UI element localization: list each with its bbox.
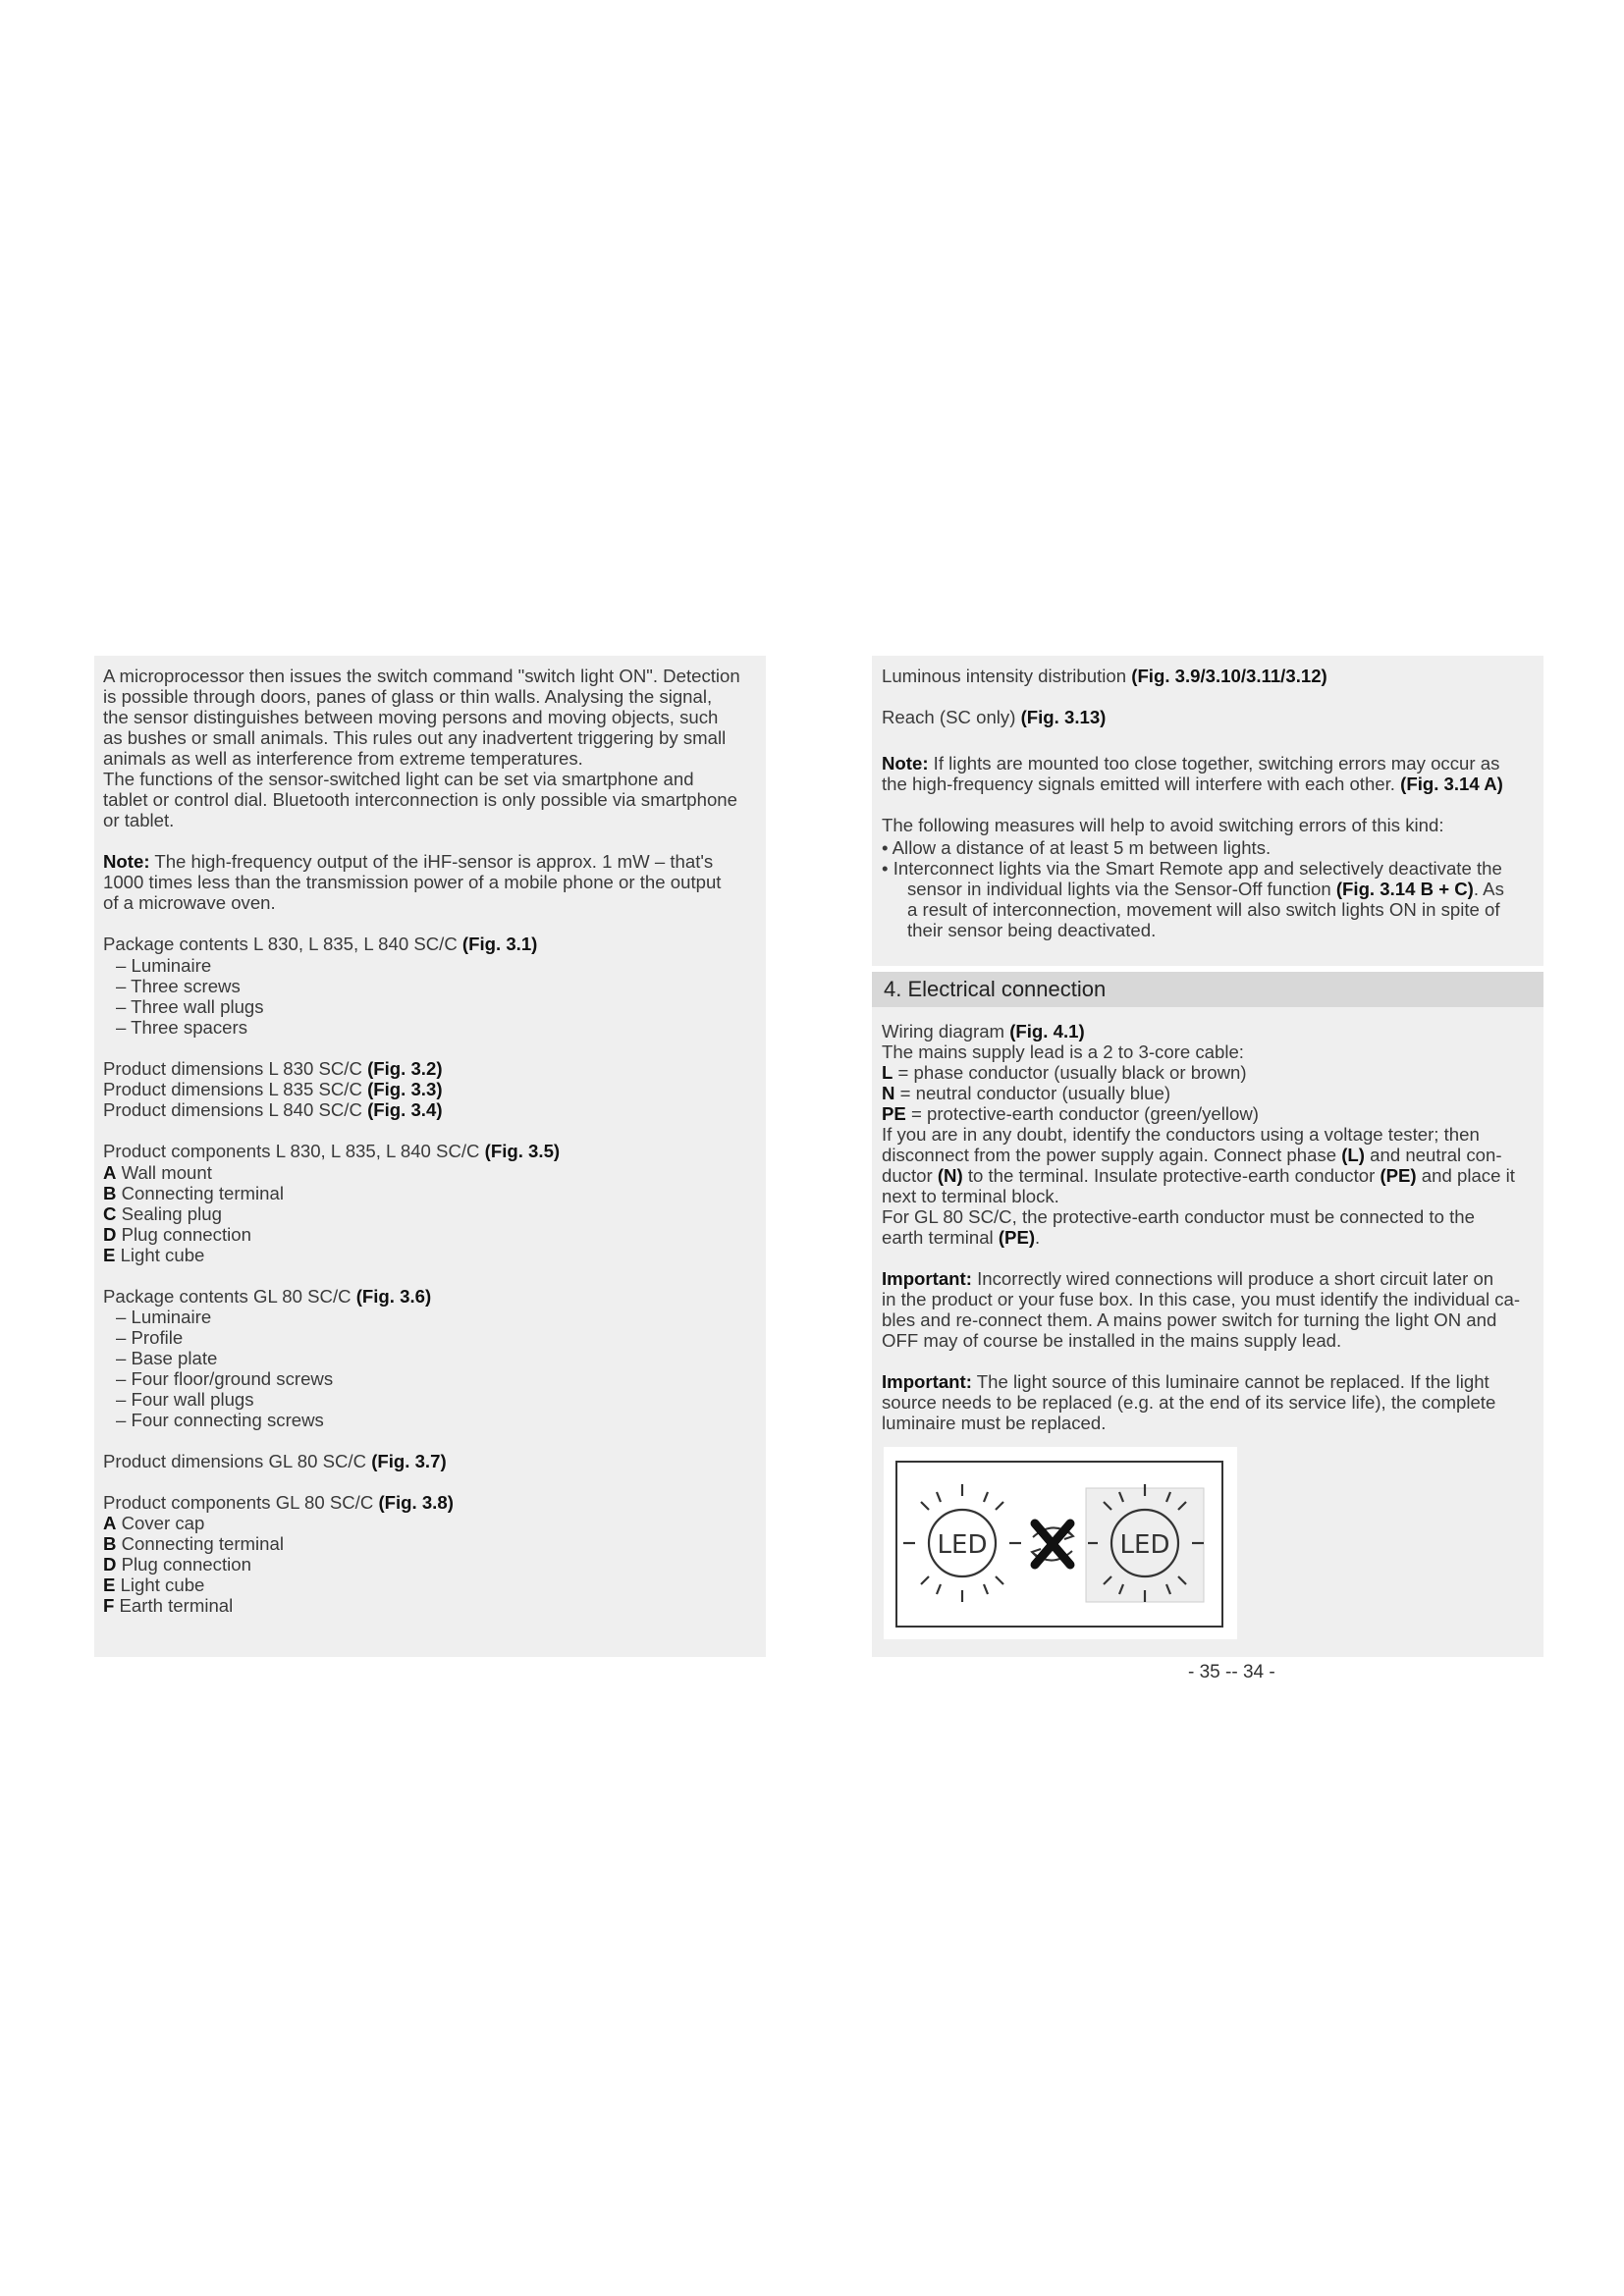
product-dimensions-line: Product dimensions GL 80 SC/C (Fig. 3.7) bbox=[103, 1451, 447, 1471]
wiring-diagram-line: Wiring diagram (Fig. 4.1) bbox=[882, 1021, 1085, 1041]
intro-line: tablet or control dial. Bluetooth interconnection is only possible via smartphone bbox=[103, 789, 737, 810]
conductor-item: PE = protective-earth conductor (green/yellow) bbox=[882, 1103, 1259, 1124]
intro-line: animals as well as interference from extreme temperatures. bbox=[103, 748, 583, 769]
conductor-item: N = neutral conductor (usually blue) bbox=[882, 1083, 1171, 1103]
mains-supply-line: The mains supply lead is a 2 to 3-core cable: bbox=[882, 1041, 1244, 1062]
bullet-continuation: their sensor being deactivated. bbox=[907, 920, 1157, 940]
conductor-item: L = phase conductor (usually black or brown) bbox=[882, 1062, 1247, 1083]
important-line: luminaire must be replaced. bbox=[882, 1413, 1107, 1433]
led-figure-svg bbox=[897, 1463, 1221, 1626]
list-item: – Three wall plugs bbox=[116, 996, 264, 1017]
section-heading: 4. Electrical connection bbox=[884, 977, 1107, 1001]
reach-line: Reach (SC only) (Fig. 3.13) bbox=[882, 707, 1107, 727]
component-item: D Plug connection bbox=[103, 1554, 251, 1575]
list-item: – Three spacers bbox=[116, 1017, 248, 1038]
list-item: – Four floor/ground screws bbox=[116, 1368, 334, 1389]
product-dimensions-line: Product dimensions L 830 SC/C (Fig. 3.2) bbox=[103, 1058, 443, 1079]
important-paragraph: Important: The light source of this luminaire cannot be replaced. If the light bbox=[882, 1371, 1489, 1392]
list-item: – Four wall plugs bbox=[116, 1389, 254, 1410]
component-item: F Earth terminal bbox=[103, 1595, 234, 1616]
note-paragraph bbox=[103, 851, 713, 872]
list-item: – Four connecting screws bbox=[116, 1410, 324, 1430]
product-components-heading: Product components GL 80 SC/C (Fig. 3.8) bbox=[103, 1492, 454, 1513]
note-label: Note: bbox=[103, 851, 150, 872]
led-left-label: LED bbox=[937, 1530, 988, 1560]
important-line: in the product or your fuse box. In this case, you must identify the individual ca- bbox=[882, 1289, 1521, 1309]
intro-line: or tablet. bbox=[103, 810, 175, 830]
note-line: of a microwave oven. bbox=[103, 892, 276, 913]
component-item: E Light cube bbox=[103, 1575, 205, 1595]
note-paragraph: Note: If lights are mounted too close together, switching errors may occur as bbox=[882, 753, 1500, 774]
package-contents-heading: Package contents GL 80 SC/C (Fig. 3.6) bbox=[103, 1286, 432, 1307]
intro-line: the sensor distinguishes between moving persons and moving objects, such bbox=[103, 707, 719, 727]
measures-intro: The following measures will help to avoid switching errors of this kind: bbox=[882, 815, 1444, 835]
note-line: the high-frequency signals emitted will interfere with each other. (Fig. 3.14 A) bbox=[882, 774, 1503, 794]
luminous-intensity-line: Luminous intensity distribution (Fig. 3.9/3.10/3.11/3.12) bbox=[882, 666, 1327, 686]
led-not-replaceable-figure bbox=[895, 1461, 1223, 1628]
bullet-item: • Allow a distance of at least 5 m between lights. bbox=[882, 837, 1272, 858]
intro-line: A microprocessor then issues the switch command "switch light ON". Detection bbox=[103, 666, 740, 686]
intro-line: as bushes or small animals. This rules out any inadvertent triggering by small bbox=[103, 727, 727, 748]
list-item: – Three screws bbox=[116, 976, 241, 996]
doubt-line: next to terminal block. bbox=[882, 1186, 1059, 1206]
product-dimensions-line: Product dimensions L 840 SC/C (Fig. 3.4) bbox=[103, 1099, 443, 1120]
bullet-item: • Interconnect lights via the Smart Remote app and selectively deactivate the bbox=[882, 858, 1502, 879]
doubt-line: ductor (N) to the terminal. Insulate protective-earth conductor (PE) and place it bbox=[882, 1165, 1515, 1186]
intro-line: is possible through doors, panes of glass or thin walls. Analysing the signal, bbox=[103, 686, 713, 707]
bullet-icon: • bbox=[882, 858, 893, 879]
prohibited-cross-icon bbox=[1035, 1523, 1070, 1565]
important-paragraph: Important: Incorrectly wired connections will produce a short circuit later on bbox=[882, 1268, 1494, 1289]
note-line: 1000 times less than the transmission power of a mobile phone or the output bbox=[103, 872, 722, 892]
doubt-line: disconnect from the power supply again. Connect phase (L) and neutral con- bbox=[882, 1145, 1502, 1165]
list-item: – Luminaire bbox=[116, 1307, 212, 1327]
component-item: C Sealing plug bbox=[103, 1203, 222, 1224]
led-right-label: LED bbox=[1119, 1530, 1170, 1560]
product-components-heading: Product components L 830, L 835, L 840 SC/C (Fig. 3.5) bbox=[103, 1141, 561, 1161]
component-item: D Plug connection bbox=[103, 1224, 251, 1245]
important-line: OFF may of course be installed in the mains supply lead. bbox=[882, 1330, 1342, 1351]
component-item: A Cover cap bbox=[103, 1513, 205, 1533]
list-item: – Profile bbox=[116, 1327, 184, 1348]
list-item: – Luminaire bbox=[116, 955, 212, 976]
important-line: bles and re-connect them. A mains power switch for turning the light ON and bbox=[882, 1309, 1497, 1330]
intro-line: The functions of the sensor-switched light can be set via smartphone and bbox=[103, 769, 694, 789]
page-number: - 35 -- 34 - bbox=[1188, 1662, 1275, 1682]
component-item: B Connecting terminal bbox=[103, 1533, 284, 1554]
list-item: – Base plate bbox=[116, 1348, 218, 1368]
gl-line: For GL 80 SC/C, the protective-earth conductor must be connected to the bbox=[882, 1206, 1475, 1227]
note-line: The high-frequency output of the iHF-sensor is approx. 1 mW – that's bbox=[149, 851, 714, 872]
bullet-icon: • bbox=[882, 837, 893, 858]
product-dimensions-line: Product dimensions L 835 SC/C (Fig. 3.3) bbox=[103, 1079, 443, 1099]
component-item: A Wall mount bbox=[103, 1162, 212, 1183]
bullet-continuation: a result of interconnection, movement will also switch lights ON in spite of bbox=[907, 899, 1500, 920]
doubt-line: If you are in any doubt, identify the conductors using a voltage tester; then bbox=[882, 1124, 1480, 1145]
bullet-continuation: sensor in individual lights via the Sensor-Off function (Fig. 3.14 B + C). As bbox=[907, 879, 1504, 899]
package-contents-heading: Package contents L 830, L 835, L 840 SC/C (Fig. 3.1) bbox=[103, 934, 538, 954]
important-line: source needs to be replaced (e.g. at the end of its service life), the complete bbox=[882, 1392, 1496, 1413]
component-item: B Connecting terminal bbox=[103, 1183, 284, 1203]
component-item: E Light cube bbox=[103, 1245, 205, 1265]
gl-line: earth terminal (PE). bbox=[882, 1227, 1041, 1248]
